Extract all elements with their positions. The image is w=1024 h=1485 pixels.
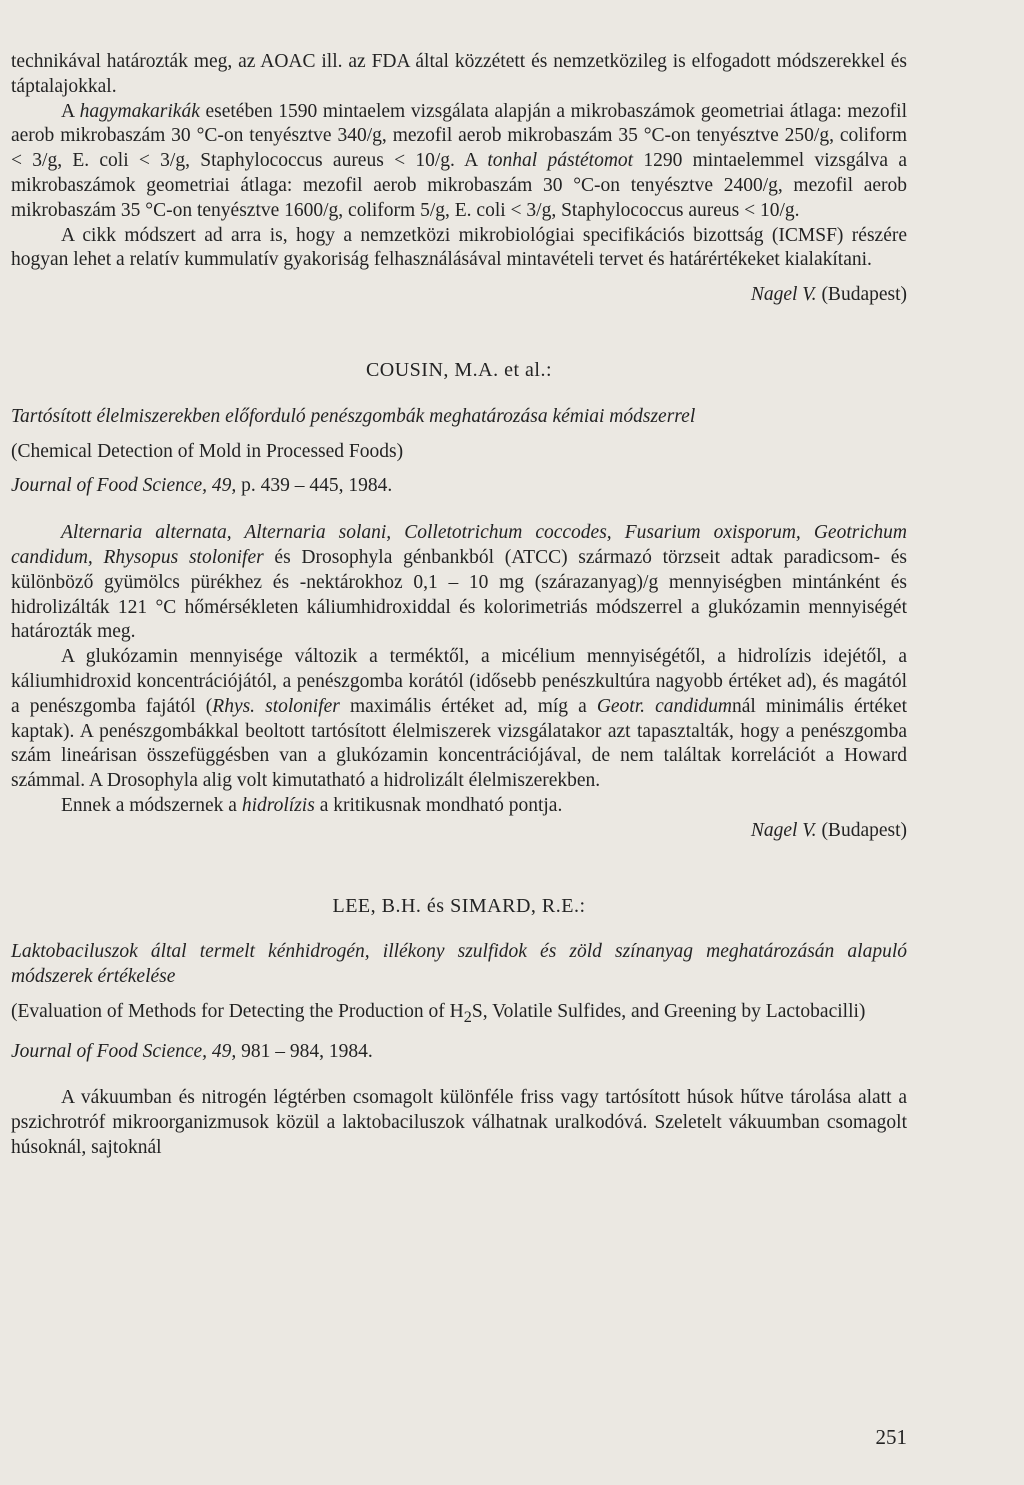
page-content — [11, 50, 907, 1161]
article-authors: LEE, B.H. és SIMARD, R.E.: — [332, 894, 586, 917]
paragraph: Alternaria alternata, Alternaria solani, Colletotrichum coccodes, Fusarium oxisporum, Geotrichum candidum, Rhysopus stolonifer és Drosophyla génbankból (ATCC) származó törzseit adtak paradicsom- és különböző gyümölcs pürékhez és -nektárokhoz 0,1 – 10 mg (szárazanyag)/g mennyiségben mintánként és hidrolizálták 121 °C hőmérsékleten káliumhidroxiddal és kolorimetriás módszerrel a glukózamin mennyiségét határozták meg. — [11, 522, 907, 643]
page-number: 251 — [875, 1425, 907, 1449]
journal-citation: Journal of Food Science, 49, 981 – 984, 1984. — [11, 1040, 373, 1062]
paragraph: Ennek a módszernek a hidrolízis a kritikusnak mondható pontja. — [61, 794, 563, 816]
paragraph: A glukózamin mennyisége változik a terméktől, a micélium mennyiségétől, a hidrolízis idejétől, a káliumhidroxid koncentrációjától, a penészgomba korától (idősebb penészkultúra nagyobb értéket ad), és magától a penészgomba fajától (Rhys. stolonifer maximális értéket ad, míg a Geotr. candidumnál minimális értéket kaptak). A penészgombákkal beoltott tartósított élelmiszerek vizsgálatakor azt tapasztalták, hogy a penészgomba szám lineárisan összefüggésben van a glukózamin koncentrációjával, de nem találtak korrelációt a Howard számmal. A Drosophyla alig volt kimutatható a hidrolizált élelmiszerekben. — [11, 646, 907, 792]
paragraph: technikával határozták meg, az AOAC ill. az FDA által közzétett és nemzetközileg is elfogadott módszerekkel és táptalajokkal. — [11, 51, 907, 97]
signature: Nagel V. (Budapest) — [750, 819, 907, 841]
article-title-hu: Tartósított élelmiszerekben előforduló penészgombák meghatározása kémiai módszerrel — [11, 405, 696, 427]
article-authors: COUSIN, M.A. et al.: — [365, 358, 553, 381]
paragraph: A hagymakarikák esetében 1590 mintaelem vizsgálata alapján a mikrobaszámok geometriai átlaga: mezofil aerob mikrobaszám 30 °C-on tenyésztve 340/g, mezofil aerob mikrobaszám 35 °C-on tenyésztve 250/g, coliform < 3/g, E. coli < 3/g, Staphylococcus aureus < 10/g. A tonhal pástétomot 1290 mintaelemmel vizsgálva a mikrobaszámok geometriai átlaga: mezofil aerob mikrobaszám 30 °C-on tenyésztve 2400/g, mezofil aerob mikrobaszám 35 °C-on tenyésztve 1600/g, coliform 5/g, E. coli < 3/g, Staphylococcus aureus < 10/g. — [11, 100, 908, 221]
article-title-en: (Evaluation of Methods for Detecting the Production of $H_2S$, Volatile Sulfides, and Greening by Lactobacilli) — [11, 1000, 866, 1026]
signature: Nagel V. (Budapest) — [750, 284, 907, 306]
paragraph: A vákuumban és nitrogén légtérben csomagolt különféle friss vagy tartósított húsok hűtve tárolása alatt a pszichrotróf mikroorganizmusok közül a laktobaciluszok válhatnak uralkodóvá. Szeletelt vákuumban csomagolt húsoknál, sajtoknál — [11, 1087, 907, 1158]
journal-citation: Journal of Food Science, 49, p. 439 – 445, 1984. — [11, 475, 393, 497]
paragraph: A cikk módszert ad arra is, hogy a nemzetközi mikrobiológiai specifikációs bizottság (ICMSF) részére hogyan lehet a relatív kummulatív gyakoriság felhasználásával mintavételi tervet és határértékeket kialakítani. — [11, 224, 907, 271]
article-title-hu: Laktobaciluszok által termelt kénhidrogén, illékony szulfidok és zöld színanyag meghatározásán alapuló módszerek értékelése — [11, 941, 907, 988]
article-title-en: (Chemical Detection of Mold in Processed Foods) — [11, 440, 404, 462]
